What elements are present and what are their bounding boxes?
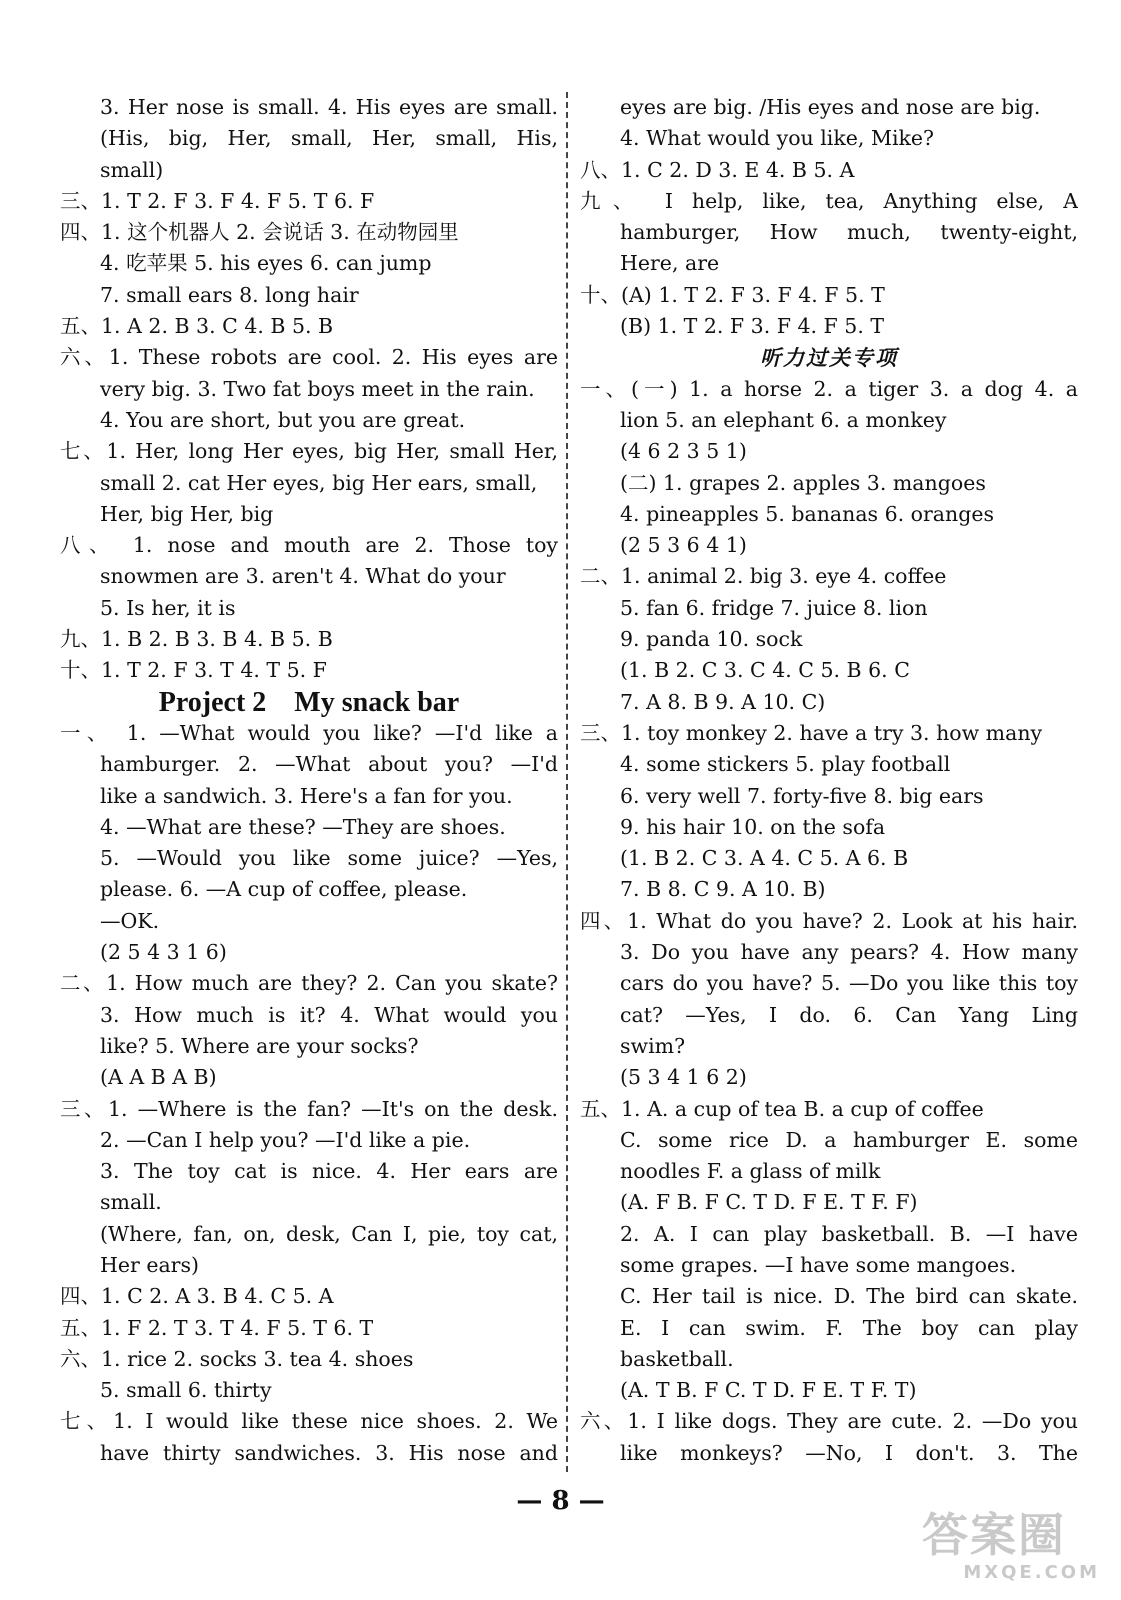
left-answer-line: 四、1. 这个机器人 2. 会说话 3. 在动物园里 [60, 220, 459, 245]
left-answer-line: hamburger. 2. —What about you? —I'd [100, 752, 558, 777]
right-answer-line: some grapes. —I have some mangoes. [620, 1252, 1017, 1277]
left-answer-line: 5. —Would you like some juice? —Yes, [100, 846, 558, 871]
left-answer-line: small) [100, 157, 164, 182]
right-answer-line: 9. his hair 10. on the sofa [620, 814, 886, 839]
left-answer-line: 3. How much is it? 4. What would you [100, 1002, 558, 1027]
right-answer-line: 九、 I help, like, tea, Anything else, A [580, 188, 1078, 213]
right-answer-line: (A. F B. F C. T D. F E. T F. F) [620, 1190, 918, 1215]
left-answer-line: 二、1. How much are they? 2. Can you skate? [60, 971, 558, 996]
right-answer-line: swim? [620, 1033, 686, 1058]
right-answer-line: cars do you have? 5. —Do you like this toy [620, 971, 1078, 996]
right-answer-line: 3. Do you have any pears? 4. How many [620, 940, 1078, 965]
left-answer-line: 4. You are short, but you are great. [100, 407, 466, 432]
right-answer-line: 六、1. I like dogs. They are cute. 2. —Do you [580, 1409, 1078, 1434]
section-heading: Project 2 My snack bar [158, 686, 460, 718]
left-answer-line: 3. Her nose is small. 4. His eyes are small. [100, 95, 558, 119]
right-answer-line: 4. some stickers 5. play football [620, 752, 951, 777]
right-answer-line: 7. A 8. B 9. A 10. C) [620, 689, 826, 714]
section-subheading: 听力过关专项 [760, 345, 898, 371]
right-answer-line: noodles F. a glass of milk [620, 1159, 881, 1184]
left-answer-line: 3. The toy cat is nice. 4. Her ears are [100, 1159, 558, 1184]
page-number: — 8 — [516, 1486, 605, 1516]
right-answer-line: 三、1. toy monkey 2. have a try 3. how many [580, 720, 1043, 745]
left-answer-line: very big. 3. Two fat boys meet in the rain. [100, 376, 535, 401]
right-answer-line: eyes are big. /His eyes and nose are big. [620, 95, 1041, 119]
right-answer-line: 4. What would you like, Mike? [620, 126, 935, 151]
left-answer-line: 八、 1. nose and mouth are 2. Those toy [60, 533, 558, 558]
left-answer-line: Her, big Her, big [100, 501, 274, 526]
column-divider [566, 92, 568, 1472]
left-answer-line: like a sandwich. 3. Here's a fan for you. [100, 783, 513, 808]
right-answer-line: 7. B 8. C 9. A 10. B) [620, 877, 826, 902]
left-answer-line: 四、1. C 2. A 3. B 4. C 5. A [60, 1284, 334, 1309]
left-answer-line: 九、1. B 2. B 3. B 4. B 5. B [60, 627, 333, 652]
right-answer-line: 一、(一) 1. a horse 2. a tiger 3. a dog 4. a [580, 376, 1078, 401]
left-answer-line: 7. small ears 8. long hair [100, 282, 359, 307]
right-answer-line: (5 3 4 1 6 2) [620, 1065, 747, 1090]
right-answer-line: 5. fan 6. fridge 7. juice 8. lion [620, 595, 928, 620]
left-answer-line: 2. —Can I help you? —I'd like a pie. [100, 1127, 471, 1152]
right-answer-line: C. some rice D. a hamburger E. some [620, 1127, 1078, 1152]
left-answer-line: —OK. [100, 908, 160, 933]
left-answer-line: small 2. cat Her eyes, big Her ears, small, [100, 470, 538, 495]
left-answer-line: 五、1. A 2. B 3. C 4. B 5. B [60, 314, 334, 339]
right-answer-line: basketball. [620, 1346, 734, 1371]
left-answer-line: 5. small 6. thirty [100, 1378, 272, 1403]
right-answer-line: Here, are [620, 251, 720, 276]
right-answer-line: (A. T B. F C. T D. F E. T F. T) [620, 1378, 917, 1403]
left-answer-line: have thirty sandwiches. 3. His nose and [100, 1440, 558, 1465]
right-answer-line: 9. panda 10. sock [620, 627, 803, 652]
right-answer-line: 2. A. I can play basketball. B. —I have [620, 1221, 1078, 1246]
right-answer-line: 八、1. C 2. D 3. E 4. B 5. A [580, 157, 855, 182]
right-answer-line: C. Her tail is nice. D. The bird can skate. [620, 1284, 1078, 1309]
right-answer-line: E. I can swim. F. The boy can play [620, 1315, 1078, 1340]
left-answer-line: 三、1. T 2. F 3. F 4. F 5. T 6. F [60, 188, 375, 213]
left-answer-line: please. 6. —A cup of coffee, please. [100, 877, 468, 902]
right-answer-line: like monkeys? —No, I don't. 3. The [620, 1440, 1078, 1465]
left-answer-line: 5. Is her, it is [100, 595, 236, 620]
watermark [922, 1508, 1100, 1592]
right-answer-line: (1. B 2. C 3. C 4. C 5. B 6. C [620, 658, 910, 683]
right-column [580, 92, 1078, 1469]
right-answer-line: (二) 1. grapes 2. apples 3. mangoes [620, 470, 986, 495]
right-answer-line: 五、1. A. a cup of tea B. a cup of coffee [580, 1096, 984, 1121]
watermark-url: MXQE.COM [963, 1562, 1100, 1583]
right-answer-line: (2 5 3 6 4 1) [620, 533, 747, 558]
right-answer-line: (1. B 2. C 3. A 4. C 5. A 6. B [620, 846, 909, 871]
right-answer-line: 6. very well 7. forty-five 8. big ears [620, 783, 984, 808]
left-answer-line: (2 5 4 3 1 6) [100, 940, 227, 965]
left-answer-line: 六、1. rice 2. socks 3. tea 4. shoes [60, 1346, 414, 1371]
left-answer-line: 一、 1. —What would you like? —I'd like a [60, 720, 558, 745]
right-answer-line: 4. pineapples 5. bananas 6. oranges [620, 501, 995, 526]
right-answer-line: (B) 1. T 2. F 3. F 4. F 5. T [620, 314, 885, 339]
left-answer-line: 七、1. Her, long Her eyes, big Her, small Her, [60, 439, 558, 464]
left-answer-line: 十、1. T 2. F 3. T 4. T 5. F [60, 658, 327, 683]
left-answer-line: 三、1. —Where is the fan? —It's on the desk. [60, 1096, 558, 1121]
right-answer-line: 二、1. animal 2. big 3. eye 4. coffee [580, 564, 947, 589]
left-answer-line: 七、1. I would like these nice shoes. 2. We [60, 1409, 558, 1434]
left-answer-line: small. [100, 1190, 162, 1215]
left-answer-line: (Where, fan, on, desk, Can I, pie, toy cat, [100, 1221, 558, 1246]
left-answer-line: 五、1. F 2. T 3. T 4. F 5. T 6. T [60, 1315, 374, 1340]
left-column [60, 92, 558, 1469]
right-answer-line: (4 6 2 3 5 1) [620, 439, 747, 464]
left-answer-line: 六、1. These robots are cool. 2. His eyes are [60, 345, 558, 370]
left-answer-line: 4. 吃苹果 5. his eyes 6. can jump [100, 251, 432, 276]
watermark-logo: 答案圈 [922, 1508, 1066, 1562]
left-answer-line: snowmen are 3. aren't 4. What do your [100, 564, 506, 589]
left-answer-line: like? 5. Where are your socks? [100, 1033, 419, 1058]
right-answer-line: 四、1. What do you have? 2. Look at his hair. [580, 908, 1078, 933]
left-answer-line: Her ears) [100, 1252, 199, 1277]
left-answer-line: (A A B A B) [100, 1065, 217, 1090]
right-answer-line: 十、(A) 1. T 2. F 3. F 4. F 5. T [580, 282, 885, 307]
left-answer-line: (His, big, Her, small, Her, small, His, [100, 126, 558, 151]
left-answer-line: 4. —What are these? —They are shoes. [100, 814, 506, 839]
right-answer-line: cat? —Yes, I do. 6. Can Yang Ling [620, 1002, 1078, 1027]
right-answer-line: lion 5. an elephant 6. a monkey [620, 407, 947, 432]
right-answer-line: hamburger, How much, twenty-eight, [620, 220, 1078, 245]
